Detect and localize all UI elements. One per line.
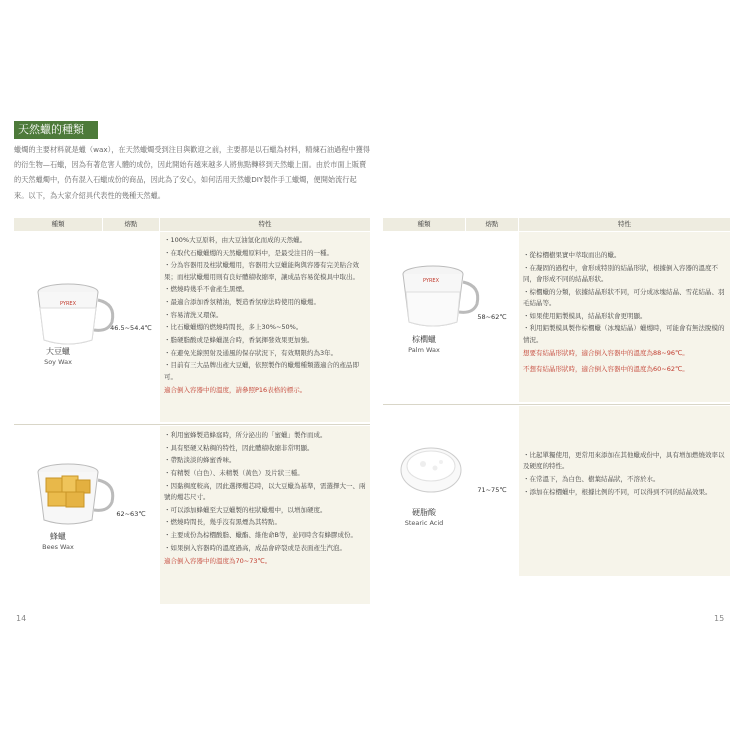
- feature-item: ・ 如果倒入容器時的溫度過高，成品會碎裂或是表面產生汽泡。: [164, 543, 366, 554]
- section-title: 天然蠟的種類: [14, 121, 98, 139]
- feature-item: ・ 棕櫚蠟的分類，依據結晶形狀不同，可分成冰塊結晶、雪花結晶、羽毛結晶等。: [523, 287, 726, 310]
- feature-item: ・ 分為容器用及柱狀蠟燭用，容器用大豆蠟能夠與容器有完美貼合效果；而柱狀蠟燭用則有良好體積收縮率，讓成品容易從模具中取出。: [164, 260, 366, 283]
- soy-wax-melt: 46.5~54.4℃: [110, 324, 152, 332]
- feature-item: ・ 因黏稠度較高，因此選擇燭芯時，以大豆蠟為基準，需選擇大一、兩號的燭芯尺寸。: [164, 481, 366, 504]
- feature-item: ・ 最適合添加香氛精油，製造香氛療法時使用的蠟燭。: [164, 297, 366, 308]
- row-divider: [14, 424, 370, 425]
- svg-text:PYREX: PYREX: [60, 301, 77, 307]
- soy-wax-name: [14, 346, 102, 366]
- temperature-note: 適合倒入容器中的溫度為70~73℃。: [164, 557, 272, 566]
- stearic-acid-name: [383, 507, 465, 527]
- feature-item: ・ 有精製（白色）、未精製（黃色）及片狀三種。: [164, 468, 366, 479]
- temperature-note: 不想有結晶形狀時，適合倒入容器中的溫度為60~62℃。: [523, 365, 689, 374]
- temperature-note: 適合倒入容器中的溫度，請參照P16表格的標示。: [164, 386, 307, 395]
- row-divider: [383, 404, 730, 405]
- intro-paragraph: 蠟燭的主要材料就是蠟（wax），在天然蠟燭受到注目與歡迎之前，主要都是以石蠟為材料，精煉石油過程中獲得的衍生物—石蠟，因為有著危害人體的成份，因此開始有越來越多人將焦點轉移到天然蠟上面。由於市面上販賣的天然蠟燭中，仍有混入石蠟成份的商品，因此為了安心，如何活用天然蠟DIY製作手工蠟燭，便開始流行起來。以下，為大家介紹具代表性的幾種天然蠟。: [14, 145, 370, 200]
- feature-item: ・ 在取代石蠟蠟燭的天然蠟燭原料中，是最受注目的一種。: [164, 248, 366, 259]
- feature-item: ・ 帶點淡淡的蜂蜜香味。: [164, 455, 366, 466]
- feature-item: ・ 燃燒時間長，幾乎沒有黑煙為其特點。: [164, 517, 366, 528]
- feature-item: ・ 利用鋁製模具製作棕櫚蠟（冰塊結晶）蠟燭時，可能會有無法脫模的情況。: [523, 323, 726, 346]
- feature-item: ・ 從棕櫚樹果實中萃取而出的蠟。: [523, 250, 726, 261]
- stearic-acid-bowl-image: [397, 442, 467, 502]
- palm-wax-cup-image: [397, 260, 483, 334]
- palm-wax-name: [383, 334, 465, 354]
- bees-wax-en: Bees Wax: [42, 543, 74, 551]
- feature-item: ・ 利用蜜蜂製造蜂窩時，所分泌出的「蜜蠟」製作而成。: [164, 430, 366, 441]
- feature-item: ・ 在避免光線照射及通風的保存狀況下，有效期限約為3年。: [164, 348, 366, 359]
- feature-item: ・ 燃燒時幾乎不會產生黑煙。: [164, 284, 366, 295]
- feature-item: ・ 在常溫下，為白色、樹葉結晶狀，不溶於水。: [523, 474, 726, 485]
- feature-item: ・ 如果使用鋁製模具，結晶形狀會更明顯。: [523, 311, 726, 322]
- bees-wax-melt: 62~63℃: [116, 510, 146, 518]
- feature-item: ・ 容易清洗又環保。: [164, 310, 366, 321]
- feature-item: ・ 100%大豆原料，由大豆油氫化而成的天然蠟。: [164, 235, 366, 246]
- palm-wax-zh: 棕櫚蠟: [412, 335, 436, 344]
- header-features: 特性: [519, 218, 730, 231]
- stearic-acid-melt: 71~75℃: [477, 486, 507, 494]
- feature-item: ・ 目前有三大品牌出產大豆蠟，依照製作的蠟燭種類選適合的產品即可。: [164, 360, 366, 383]
- feature-item: ・ 添加在棕櫚蠟中，根據比例的不同，可以得到不同的結晶效果。: [523, 487, 726, 498]
- feature-item: ・ 可以添加蜂蠟至大豆蠟製的柱狀蠟燭中，以增加硬度。: [164, 505, 366, 516]
- page-number-left: 14: [16, 614, 27, 623]
- feature-item: ・ 脂硬脂酸或是蜂蠟混合時，香氣揮發效果更加強。: [164, 335, 366, 346]
- wax-table-right: [383, 218, 730, 578]
- feature-item: ・ 比起單獨使用，更常用來添加在其他蠟成份中，具有增加燃燒效率以及硬度的特性。: [523, 450, 726, 473]
- bees-wax-zh: 蜂蠟: [50, 532, 66, 541]
- soy-wax-zh: 大豆蠟: [46, 347, 70, 356]
- page-number-right: 15: [714, 614, 725, 623]
- header-type: 種類: [383, 218, 465, 231]
- temperature-note: 想要有結晶形狀時，適合倒入容器中的溫度為88~96℃。: [523, 348, 689, 357]
- stearic-acid-features: [523, 450, 726, 499]
- header-melt: 熔點: [466, 218, 518, 231]
- header-features: 特性: [160, 218, 370, 231]
- bees-wax-features: [164, 430, 366, 567]
- soy-wax-en: Soy Wax: [44, 358, 72, 366]
- wax-table-left: [14, 218, 370, 606]
- soy-wax-cup-image: [32, 278, 118, 352]
- feature-item: ・ 主要成份為棕櫚酸脂、蠟酯、維他命B等，並同時含有蜂膠成份。: [164, 530, 366, 541]
- palm-wax-features: [523, 250, 726, 376]
- soy-wax-features: [164, 235, 366, 396]
- header-type: 種類: [14, 218, 102, 231]
- feature-item: ・ 比石蠟蠟燭的燃燒時間長，多上30%~50%。: [164, 322, 366, 333]
- svg-text:PYREX: PYREX: [423, 278, 440, 284]
- feature-item: ・ 具有堅硬又粘稠的特性，因此體積收縮非常明顯。: [164, 443, 366, 454]
- stearic-acid-zh: 硬脂酸: [412, 508, 436, 517]
- feature-item: ・ 在凝固的過程中，會形成特別的結晶形狀，根據倒入容器的溫度不同，會形成不同的結晶形狀。: [523, 263, 726, 286]
- header-melt: 熔點: [103, 218, 159, 231]
- bees-wax-name: [14, 531, 102, 551]
- palm-wax-en: Palm Wax: [408, 346, 440, 354]
- bees-wax-cup-image: [32, 458, 118, 532]
- stearic-acid-en: Stearic Acid: [404, 519, 444, 527]
- palm-wax-melt: 58~62℃: [477, 313, 507, 321]
